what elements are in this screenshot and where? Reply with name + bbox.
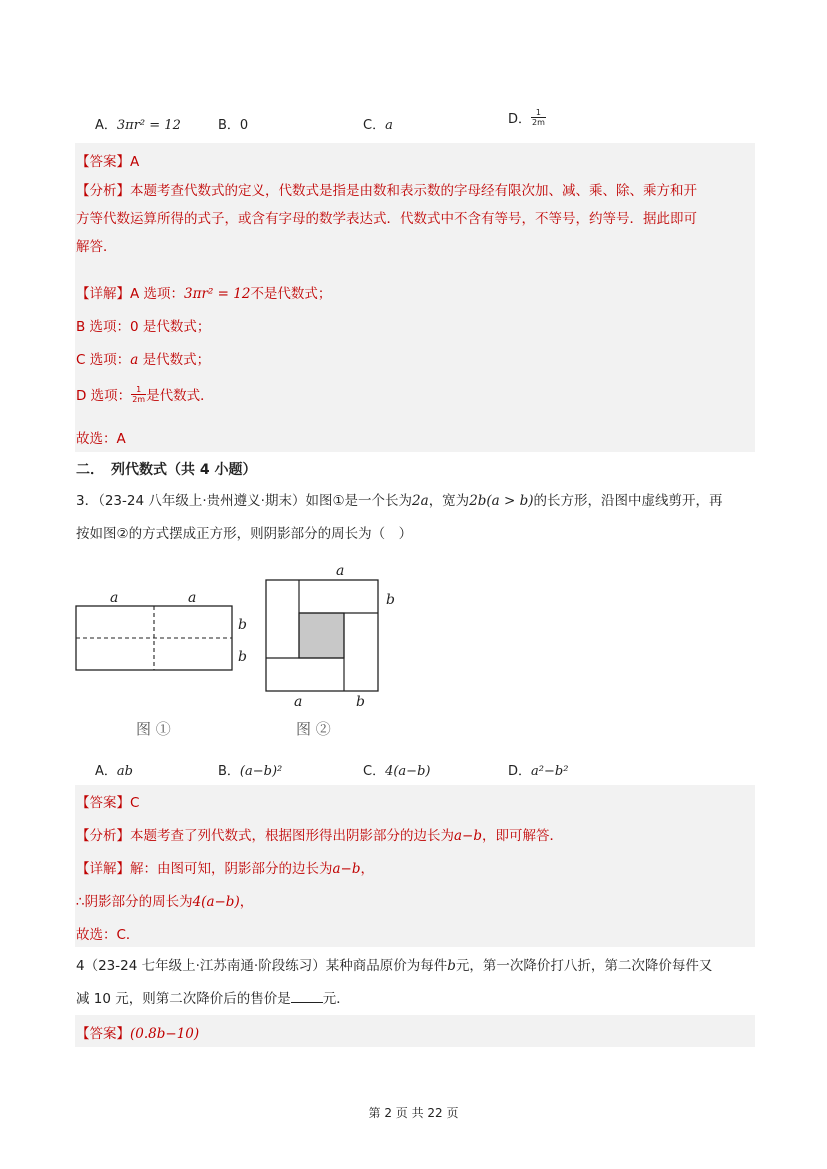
fig1-label-a-left: a [110,590,119,606]
fig2-caption: 图 ② [296,720,331,738]
q4-answer-blank [291,990,323,1003]
q2-option-d: D． $\frac{1}{2m}$ [508,108,545,127]
fig2-shaded-square [299,613,344,658]
q2-detail-c: C 选项：a 是代数式； [76,352,211,368]
q2-answer: 【答案】A [76,154,140,170]
section-heading: 二． 列代数式（共 4 小题） [76,462,257,478]
fig1-label-b-bottom: b [238,649,247,665]
fig2-label-a-bottom: a [294,694,303,710]
fig1-caption: 图 ① [136,720,171,738]
q3-answer: 【答案】C [76,795,140,811]
q2-detail-d: D 选项： $\frac{1}{2m}$ 是代数式． [76,384,214,404]
q3-choice: 故选：C． [76,927,140,943]
q2-analysis: 【分析】本题考查代数式的定义，代数式是指是由数和表示数的字母经有限次加、减、乘、除、乘方和开 方等代数运算所得的式子，或含有字母的数学表达式．代数式中不含有等号，不等号，约等号．据此即可 解答． [76,183,697,255]
q2-option-b: B．0 [218,118,249,133]
fig2-label-a-top: a [336,563,345,579]
q2-detail-a: 【详解】A 选项：3πr² = 12不是代数式； [76,286,332,302]
q3-option-b: B．(a−b)² [218,764,283,779]
q3-stem: 3．（23-24 八年级上·贵州遵义·期末）如图①是一个长为2a，宽为2b(a > b)的长方形，沿图中虚线剪开，再 按如图②的方式摆成正方形，则阴影部分的周长为（ ） [76,493,723,542]
q2-option-a: A．3πr² = 12 [95,118,181,133]
q3-option-a: A．ab [95,764,133,779]
q3-option-c: C．4(a−b) [363,764,431,779]
fig1-label-a-right: a [188,590,197,606]
fig1-label-b-top: b [238,617,247,633]
q2-detail-b: B 选项：0 是代数式； [76,319,211,335]
fig2-label-b-right: b [386,592,395,608]
q3-detail: 【详解】解：由图可知，阴影部分的边长为a−b， [76,861,375,877]
q3-figure [70,560,400,750]
q2-option-d-fraction: $\frac{1}{2m}$ [532,108,545,127]
q2-option-c: C．a [363,118,393,133]
q3-option-d: D．a²−b² [508,764,569,779]
figure-2 [266,563,395,738]
q3-therefore: ∴阴影部分的周长为4(a−b)， [76,894,254,910]
figure-1 [76,590,247,738]
q4-answer: 【答案】(0.8b−10) [76,1026,200,1042]
q2-choice: 故选：A [76,431,126,447]
fig2-label-b-bottom: b [356,694,365,710]
page-footer: 第 2 页 共 22 页 [368,1106,459,1120]
q4-stem: 4（23-24 七年级上·江苏南通·阶段练习）某种商品原价为每件b元，第一次降价打八折，第二次降价每件又 减 10 元，则第二次降价后的售价是 元． [76,958,713,1007]
q3-analysis: 【分析】本题考查了列代数式，根据图形得出阴影部分的边长为a−b，即可解答． [76,828,564,844]
